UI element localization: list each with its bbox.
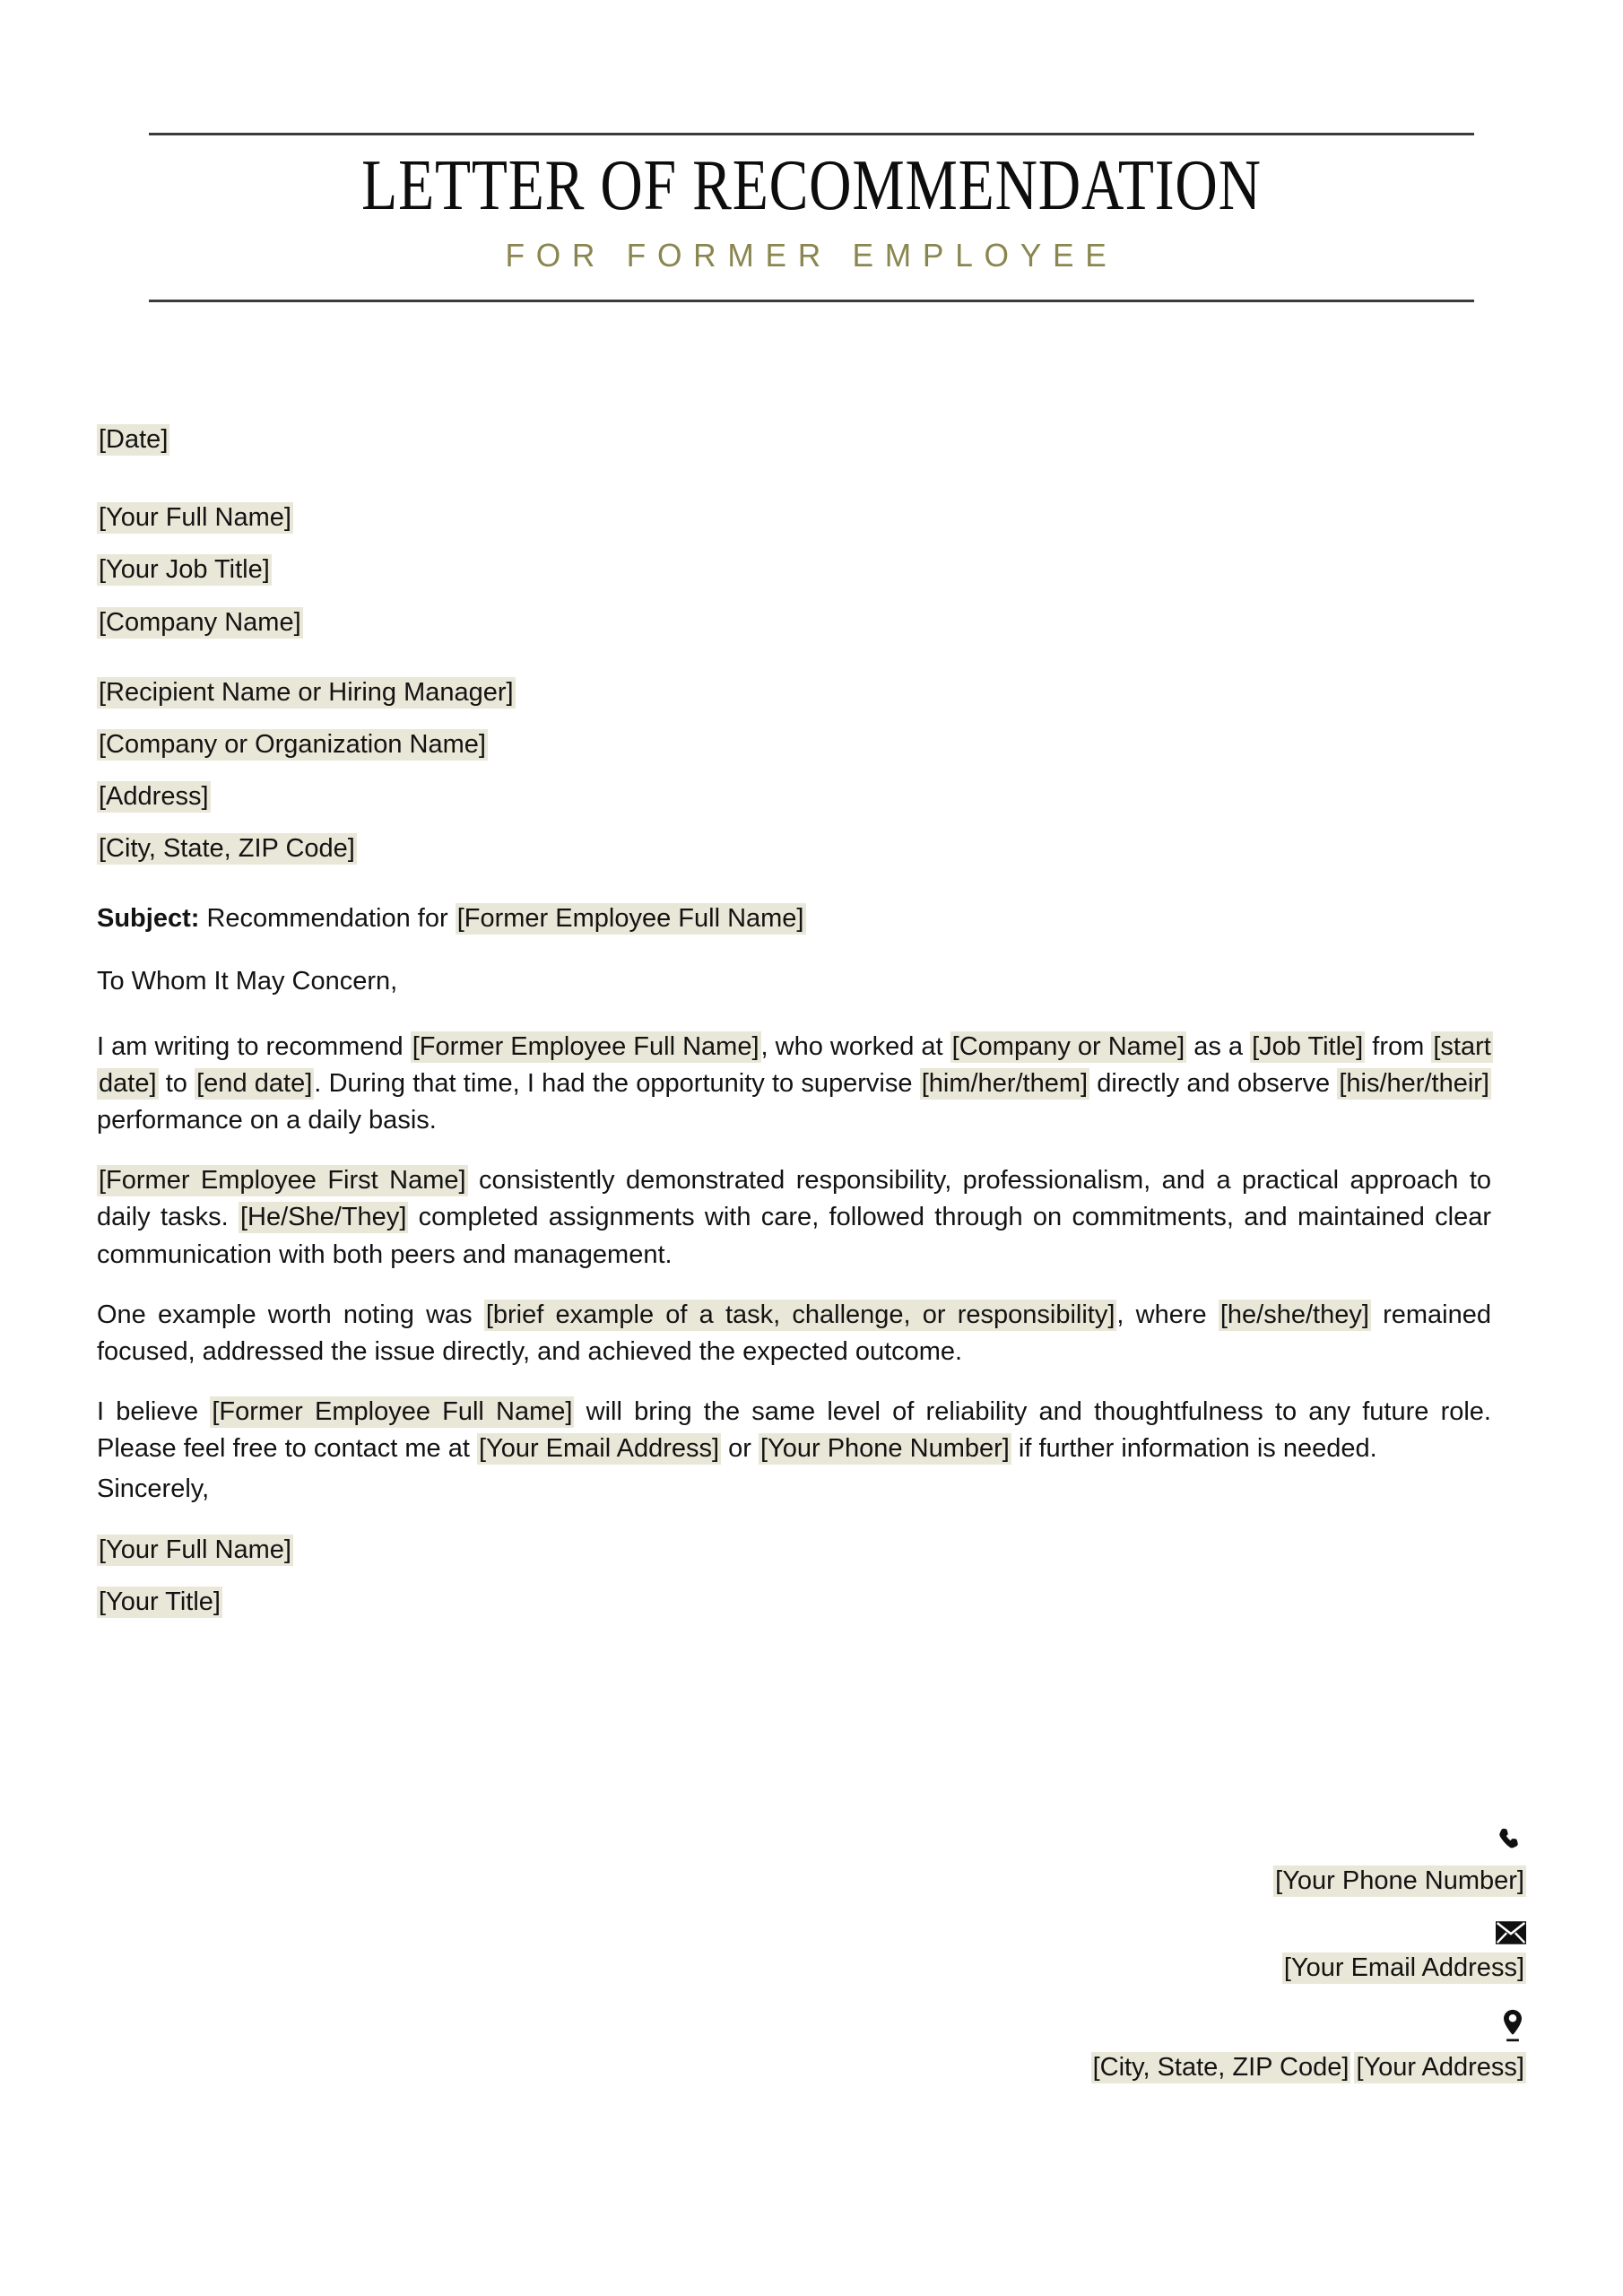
contact-address-placeholder[interactable]: [Your Address] xyxy=(1356,2053,1524,2083)
p3-example-placeholder[interactable]: [brief example of a task, challenge, or responsibility] xyxy=(485,1300,1115,1329)
p4-s2: will bring the same level of reliability and thoughtfulness to any future role. Please feel free to contact me at xyxy=(97,1397,1491,1464)
p1-s6: . During that time, I had the opportunity to supervise xyxy=(314,1068,920,1098)
p4-email-placeholder[interactable]: [Your Email Address] xyxy=(478,1434,720,1464)
p1-s1: I am writing to recommend xyxy=(97,1031,411,1061)
p1-s8: performance on a daily basis. xyxy=(97,1106,437,1135)
p1-s7: directly and observe xyxy=(1089,1068,1338,1098)
paragraph-example xyxy=(97,1297,1491,1370)
p4-s1: I believe xyxy=(97,1397,211,1427)
spacer xyxy=(97,883,1491,900)
p3-s3: remained focused, addressed the issue directly, and achieved the expected outcome. xyxy=(97,1300,1491,1366)
phone-icon xyxy=(791,1825,1526,1857)
p1-employee-name-placeholder[interactable]: [Former Employee Full Name] xyxy=(412,1031,759,1061)
p2-s2: completed assignments with care, followed through on commitments, and maintained clear communication with both peers and management. xyxy=(97,1203,1491,1269)
recipient-name-placeholder[interactable]: [Recipient Name or Hiring Manager] xyxy=(99,677,514,707)
p3-pronoun-placeholder[interactable]: [he/she/they] xyxy=(1219,1300,1369,1329)
subject-employee-placeholder[interactable]: [Former Employee Full Name] xyxy=(456,904,804,934)
envelope-icon xyxy=(791,1921,1526,1944)
header-rule-bottom xyxy=(149,300,1474,302)
p1-start-date-placeholder[interactable]: [start date] xyxy=(99,1031,1491,1098)
paragraph-intro xyxy=(97,1029,1491,1140)
contact-phone-row xyxy=(791,1825,1526,1900)
sender-title-line xyxy=(97,552,1491,588)
date-placeholder[interactable]: [Date] xyxy=(99,425,169,454)
contact-footer xyxy=(791,1825,1526,2109)
p1-s2: , who worked at xyxy=(760,1031,950,1061)
document-header xyxy=(0,0,1623,302)
sender-company-line xyxy=(97,604,1491,641)
sender-full-name-placeholder[interactable]: [Your Full Name] xyxy=(99,503,291,533)
location-pin-icon xyxy=(791,2008,1526,2044)
paragraph-conclusion xyxy=(97,1394,1491,1467)
date-line xyxy=(97,422,1491,458)
signature-title-line xyxy=(97,1584,1491,1621)
p4-employee-name-placeholder[interactable]: [Former Employee Full Name] xyxy=(212,1397,573,1427)
recipient-organization-placeholder[interactable]: [Company or Organization Name] xyxy=(99,729,486,759)
contact-email-placeholder[interactable]: [Your Email Address] xyxy=(1283,1953,1524,1983)
signature-full-name-placeholder[interactable]: [Your Full Name] xyxy=(99,1535,291,1564)
sender-company-placeholder[interactable]: [Company Name] xyxy=(99,607,301,637)
p3-s2: , where xyxy=(1116,1300,1219,1329)
contact-email-text xyxy=(791,1950,1526,1987)
p1-s4: from xyxy=(1365,1031,1432,1061)
title-block xyxy=(0,135,1623,300)
p1-pronoun-object-placeholder[interactable]: [him/her/them] xyxy=(921,1068,1089,1098)
closing-sincerely: Sincerely, xyxy=(97,1474,210,1504)
recipient-city-state-zip-placeholder[interactable]: [City, State, ZIP Code] xyxy=(99,834,355,864)
recipient-name-line xyxy=(97,674,1491,711)
paragraph-qualities xyxy=(97,1162,1491,1274)
sender-name-line xyxy=(97,500,1491,536)
contact-city-state-zip-placeholder[interactable]: [City, State, ZIP Code] xyxy=(1092,2053,1350,2083)
subject-text: Recommendation for xyxy=(199,904,456,934)
subject-label: Subject: xyxy=(97,904,200,934)
contact-phone-text xyxy=(791,1863,1526,1900)
p1-end-date-placeholder[interactable]: [end date] xyxy=(196,1068,313,1098)
p1-company-placeholder[interactable]: [Company or Name] xyxy=(951,1031,1185,1061)
contact-address-row xyxy=(791,2008,1526,2086)
spacer xyxy=(97,657,1491,674)
subject-line xyxy=(97,900,1491,937)
page-title: LETTER OF RECOMMENDATION xyxy=(361,146,1262,225)
recipient-city-line xyxy=(97,831,1491,867)
page-subtitle: FOR FORMER EMPLOYEE xyxy=(505,236,1118,274)
salutation: To Whom It May Concern, xyxy=(97,966,398,996)
spacer xyxy=(97,458,1491,500)
contact-phone-placeholder[interactable]: [Your Phone Number] xyxy=(1275,1866,1524,1895)
p2-employee-first-name-placeholder[interactable]: [Former Employee First Name] xyxy=(99,1166,466,1196)
p1-job-title-placeholder[interactable]: [Job Title] xyxy=(1252,1031,1364,1061)
contact-address-text xyxy=(791,2049,1526,2086)
contact-email-row xyxy=(791,1921,1526,1987)
p2-s1: consistently demonstrated responsibility, professionalism, and a practical approach to daily tasks. xyxy=(97,1166,1492,1232)
p2-pronoun-subject-placeholder[interactable]: [He/She/They] xyxy=(240,1203,407,1232)
p4-s3: or xyxy=(721,1434,759,1464)
recipient-address-line xyxy=(97,778,1491,815)
p1-pronoun-possessive-placeholder[interactable]: [his/her/their] xyxy=(1339,1068,1489,1098)
signature-title-placeholder[interactable]: [Your Title] xyxy=(99,1587,221,1616)
p3-s1: One example worth noting was xyxy=(97,1300,484,1329)
p1-s5: to xyxy=(158,1068,195,1098)
sender-job-title-placeholder[interactable]: [Your Job Title] xyxy=(99,555,270,585)
p4-s4: if further information is needed. xyxy=(1011,1434,1377,1464)
recipient-address-placeholder[interactable]: [Address] xyxy=(99,782,209,812)
recipient-org-line xyxy=(97,726,1491,763)
p1-s3: as a xyxy=(1186,1031,1251,1061)
signature-name-line xyxy=(97,1532,1491,1569)
p4-phone-placeholder[interactable]: [Your Phone Number] xyxy=(760,1434,1010,1464)
letter-body xyxy=(97,422,1491,1636)
